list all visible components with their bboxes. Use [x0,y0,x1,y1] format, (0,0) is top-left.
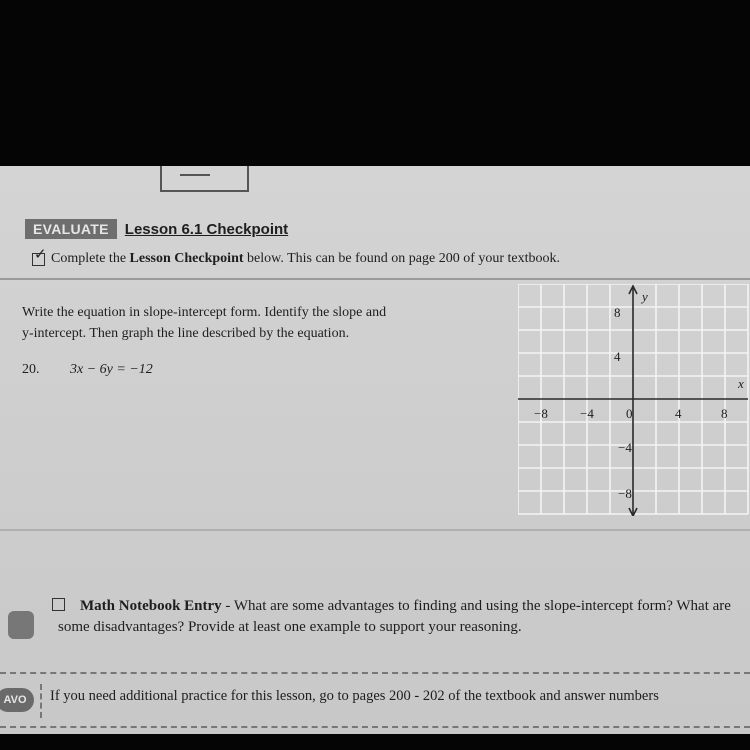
x-axis-label: x [738,376,744,391]
instruction-line [32,244,561,267]
instruction-prefix: Complete the [51,251,130,266]
divider [40,684,42,718]
y-tick-label: −8 [618,486,632,501]
problem-number: 20. [22,362,40,377]
problem-20 [22,362,153,378]
instruction-bold: Lesson Checkpoint [129,251,244,266]
checkbox-icon[interactable] [32,244,47,266]
problem-text-line-1: Write the equation in slope-intercept form. Identify the slope and [22,305,387,320]
y-tick-label: 8 [614,305,621,320]
notebook-entry [58,596,748,638]
instruction-suffix: below. This can be found on page 200 of your textbook. [243,251,561,266]
notebook-icon [8,611,34,639]
divider [0,529,750,531]
x-tick-label: 0 [626,406,633,421]
checkbox-icon[interactable] [52,598,65,611]
problem-text-line-2: y-intercept. Then graph the line described by the equation. [22,326,350,341]
y-axis-label: y [642,289,648,304]
coordinate-grid[interactable] [518,284,750,516]
checkmark-icon: ✓ [34,244,47,263]
problem-equation: 3x − 6y = −12 [70,362,153,377]
section-header [25,218,288,240]
practice-banner [0,672,750,728]
problem-text [22,302,492,344]
notebook-title: Math Notebook Entry [80,598,222,614]
x-tick-label: −4 [580,406,594,421]
top-sketch-drawing [160,166,249,192]
y-tick-label: −4 [618,440,632,455]
y-tick-label: 4 [614,349,621,364]
x-tick-label: 8 [721,406,728,421]
evaluate-badge: EVALUATE [25,219,117,239]
practice-text: If you need additional practice for this lesson, go to pages 200 - 202 of the textbook and answer numbers [50,688,659,704]
x-tick-label: −8 [534,406,548,421]
lesson-title: Lesson 6.1 Checkpoint [124,220,289,238]
x-tick-label: 4 [675,406,682,421]
divider [0,278,750,280]
avo-badge: AVO [0,688,34,712]
worksheet-page [0,166,750,734]
notebook-text: - What are some advantages to finding and using the slope-intercept form? What are some disadvantages? Provide at least one example to support your reasoning. [58,598,731,635]
